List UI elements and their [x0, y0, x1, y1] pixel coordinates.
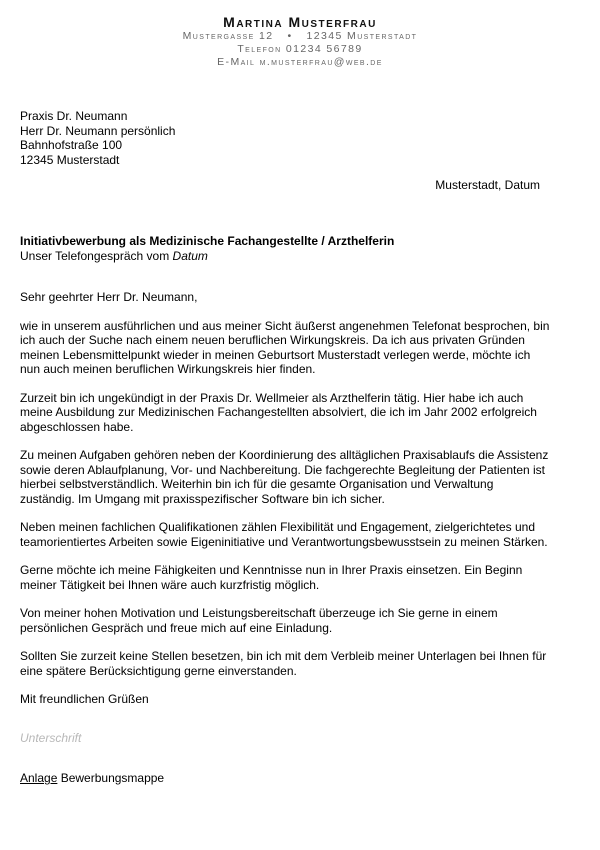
subject-line: Initiativbewerbung als Medizinische Fachangestellte / Arzthelferin [20, 234, 395, 248]
paragraph: Neben meinen fachlichen Qualifikationen zählen Flexibilität und Engagement, zielgerichtetes und teamorientiertes Arbeiten sowie Eigeninitiative und Verantwortungsbewusstsein zu meinen Stärken. [20, 520, 548, 549]
recipient-line: Praxis Dr. Neumann [20, 109, 128, 123]
paragraph: Gerne möchte ich meine Fähigkeiten und Kenntnisse nun in Ihrer Praxis einsetzen. Ein Beginn meiner Tätigkeit bei Ihnen wäre auch kurzfristig möglich. [20, 563, 523, 592]
paragraph: Von meiner hohen Motivation und Leistungsbereitschaft überzeuge ich Sie gerne in einem persönlichen Gespräch und freue mich auf eine Einladung. [20, 606, 498, 635]
subject-block [20, 234, 394, 264]
paragraph: Zurzeit bin ich ungekündigt in der Praxis Dr. Wellmeier als Arzthelferin tätig. Hier habe ich auch meine Ausbildung zur Medizinischen Fachangestellten absolviert, die ich im Jahr 2002 erfolgreich abgeschlossen habe. [20, 390, 537, 434]
sender-email: E-Mail m.musterfrau@web.de [217, 56, 383, 68]
sender-address [0, 30, 600, 43]
sender-street: Mustergasse 12 [182, 30, 274, 42]
sender-city: 12345 Musterstadt [306, 30, 418, 42]
sender-name: Martina Musterfrau [223, 14, 377, 30]
address-separator: • [287, 30, 293, 42]
paragraph: wie in unserem ausführlichen und aus meiner Sicht äußerst angenehmen Telefonat besprochen, bin ich auch der Suche nach einem neuen beruflichen Wirkungskreis. Da ich aus privaten Gründen meinen Lebensmittelpunkt wieder in meinen Geburtsort Musterstadt verlegen werde, möchte ich nun auch meinen beruflichen Wirkungskreis hier finden. [20, 318, 550, 376]
closing: Mit freundlichen Grüßen [20, 692, 149, 706]
salutation: Sehr geehrter Herr Dr. Neumann, [20, 290, 198, 304]
letter-body [20, 290, 550, 721]
recipient-line: 12345 Musterstadt [20, 152, 120, 167]
signature-placeholder: Unterschrift [20, 731, 82, 745]
sender-phone: Telefon 01234 56789 [237, 43, 363, 55]
reference-prefix: Unser Telefongespräch vom [20, 249, 173, 263]
paragraph: Sollten Sie zurzeit keine Stellen besetzen, bin ich mit dem Verbleib meiner Unterlagen bei Ihnen für eine spätere Berücksichtigung gerne einverstanden. [20, 649, 547, 678]
recipient-line: Herr Dr. Neumann persönlich [20, 123, 176, 138]
reference-line [20, 249, 394, 264]
paragraph: Zu meinen Aufgaben gehören neben der Koordinierung des alltäglichen Praxisablaufs die Assistenz sowie deren Ablaufplanung, Vor- und Nachbereitung. Die fachgerechte Begleitung der Patienten ist hierbei selbstverständlich. Weiterhin bin ich für die gesamte Organisation und Verwaltung zuständig. Im Umgang mit praxisspezifischer Software bin ich sicher. [20, 448, 549, 506]
attachment-text: Bewerbungsmappe [57, 771, 165, 785]
recipient-line: Bahnhofstraße 100 [20, 138, 123, 152]
reference-date: Datum [172, 249, 208, 263]
letterhead [0, 14, 600, 69]
attachment-line [20, 771, 164, 785]
recipient-address [20, 109, 175, 167]
place-date: Musterstadt, Datum [435, 178, 540, 192]
attachment-label: Anlage [20, 771, 58, 785]
